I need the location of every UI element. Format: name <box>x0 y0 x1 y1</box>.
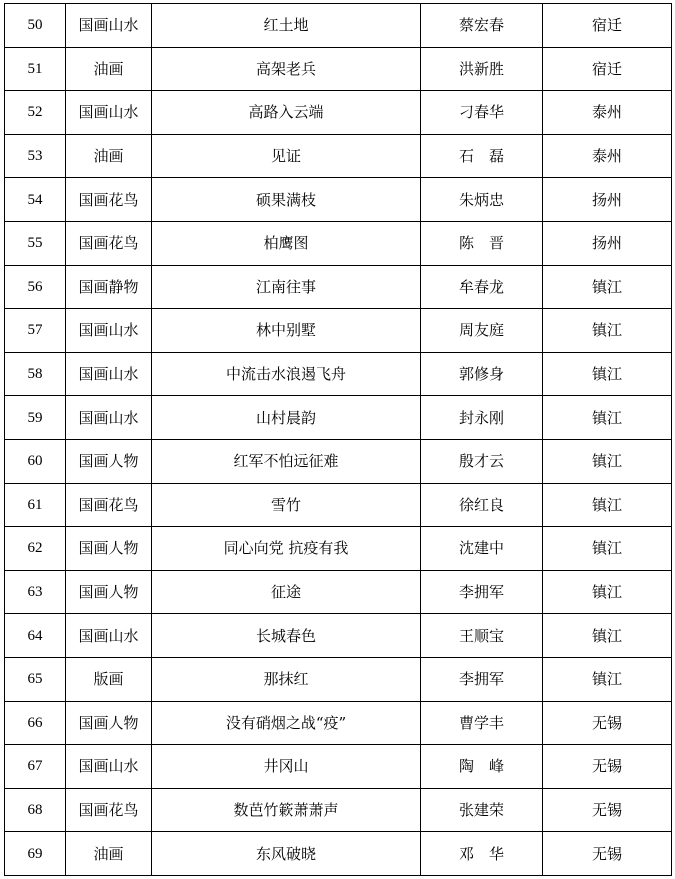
title-cell: 山村晨韵 <box>152 396 421 440</box>
row-number: 61 <box>5 483 66 527</box>
table-row <box>5 265 672 309</box>
city-cell: 宿迁 <box>543 47 672 91</box>
city-cell: 镇江 <box>543 265 672 309</box>
author-cell: 刁春华 <box>421 91 543 135</box>
title-cell: 江南往事 <box>152 265 421 309</box>
table-row <box>5 178 672 222</box>
row-number: 52 <box>5 91 66 135</box>
category-cell: 国画山水 <box>66 91 152 135</box>
city-cell: 镇江 <box>543 570 672 614</box>
row-number: 57 <box>5 309 66 353</box>
author-cell: 蔡宏春 <box>421 4 543 48</box>
row-number: 56 <box>5 265 66 309</box>
city-cell: 镇江 <box>543 352 672 396</box>
category-cell: 国画静物 <box>66 265 152 309</box>
row-number: 62 <box>5 527 66 571</box>
city-cell: 泰州 <box>543 134 672 178</box>
category-cell: 国画人物 <box>66 527 152 571</box>
title-cell: 柏鹰图 <box>152 221 421 265</box>
author-cell: 朱炳忠 <box>421 178 543 222</box>
row-number: 64 <box>5 614 66 658</box>
author-cell: 李拥军 <box>421 657 543 701</box>
author-cell: 邓 华 <box>421 832 543 876</box>
category-cell: 油画 <box>66 47 152 91</box>
title-cell: 雪竹 <box>152 483 421 527</box>
category-cell: 国画山水 <box>66 4 152 48</box>
category-cell: 国画人物 <box>66 701 152 745</box>
title-cell: 中流击水浪遏飞舟 <box>152 352 421 396</box>
table-row <box>5 614 672 658</box>
city-cell: 无锡 <box>543 701 672 745</box>
artwork-list-table <box>4 3 672 876</box>
city-cell: 扬州 <box>543 178 672 222</box>
city-cell: 镇江 <box>543 527 672 571</box>
table-row <box>5 221 672 265</box>
table-row <box>5 352 672 396</box>
row-number: 51 <box>5 47 66 91</box>
row-number: 66 <box>5 701 66 745</box>
author-cell: 陶 峰 <box>421 745 543 789</box>
author-cell: 陈 晋 <box>421 221 543 265</box>
row-number: 54 <box>5 178 66 222</box>
category-cell: 国画花鸟 <box>66 483 152 527</box>
row-number: 63 <box>5 570 66 614</box>
category-cell: 油画 <box>66 134 152 178</box>
author-cell: 殷才云 <box>421 439 543 483</box>
author-cell: 王顺宝 <box>421 614 543 658</box>
category-cell: 油画 <box>66 832 152 876</box>
table-row <box>5 832 672 876</box>
author-cell: 封永刚 <box>421 396 543 440</box>
row-number: 53 <box>5 134 66 178</box>
city-cell: 无锡 <box>543 788 672 832</box>
title-cell: 长城春色 <box>152 614 421 658</box>
city-cell: 镇江 <box>543 309 672 353</box>
author-cell: 张建荣 <box>421 788 543 832</box>
row-number: 59 <box>5 396 66 440</box>
table-row <box>5 396 672 440</box>
author-cell: 洪新胜 <box>421 47 543 91</box>
category-cell: 国画人物 <box>66 439 152 483</box>
row-number: 60 <box>5 439 66 483</box>
category-cell: 版画 <box>66 657 152 701</box>
title-cell: 见证 <box>152 134 421 178</box>
title-cell: 红土地 <box>152 4 421 48</box>
title-cell: 林中别墅 <box>152 309 421 353</box>
author-cell: 周友庭 <box>421 309 543 353</box>
category-cell: 国画山水 <box>66 396 152 440</box>
row-number: 65 <box>5 657 66 701</box>
title-cell: 高架老兵 <box>152 47 421 91</box>
title-cell: 征途 <box>152 570 421 614</box>
title-cell: 红军不怕远征难 <box>152 439 421 483</box>
title-cell: 没有硝烟之战“疫” <box>152 701 421 745</box>
city-cell: 镇江 <box>543 396 672 440</box>
author-cell: 石 磊 <box>421 134 543 178</box>
table-row <box>5 483 672 527</box>
table-row <box>5 439 672 483</box>
table-row <box>5 47 672 91</box>
category-cell: 国画山水 <box>66 309 152 353</box>
city-cell: 宿迁 <box>543 4 672 48</box>
row-number: 50 <box>5 4 66 48</box>
row-number: 58 <box>5 352 66 396</box>
city-cell: 无锡 <box>543 745 672 789</box>
author-cell: 沈建中 <box>421 527 543 571</box>
title-cell: 同心向党 抗疫有我 <box>152 527 421 571</box>
table-body <box>5 4 672 876</box>
table-row <box>5 570 672 614</box>
row-number: 69 <box>5 832 66 876</box>
city-cell: 镇江 <box>543 614 672 658</box>
city-cell: 泰州 <box>543 91 672 135</box>
title-cell: 井冈山 <box>152 745 421 789</box>
table-row <box>5 527 672 571</box>
table-row <box>5 4 672 48</box>
table-row <box>5 91 672 135</box>
city-cell: 镇江 <box>543 439 672 483</box>
title-cell: 硕果满枝 <box>152 178 421 222</box>
author-cell: 郭修身 <box>421 352 543 396</box>
city-cell: 镇江 <box>543 657 672 701</box>
table-row <box>5 657 672 701</box>
table-row <box>5 309 672 353</box>
city-cell: 镇江 <box>543 483 672 527</box>
category-cell: 国画人物 <box>66 570 152 614</box>
category-cell: 国画花鸟 <box>66 221 152 265</box>
city-cell: 扬州 <box>543 221 672 265</box>
city-cell: 无锡 <box>543 832 672 876</box>
row-number: 68 <box>5 788 66 832</box>
title-cell: 数芭竹簌萧萧声 <box>152 788 421 832</box>
category-cell: 国画山水 <box>66 352 152 396</box>
author-cell: 牟春龙 <box>421 265 543 309</box>
table-row <box>5 134 672 178</box>
row-number: 67 <box>5 745 66 789</box>
table-row <box>5 701 672 745</box>
category-cell: 国画山水 <box>66 614 152 658</box>
category-cell: 国画花鸟 <box>66 788 152 832</box>
category-cell: 国画山水 <box>66 745 152 789</box>
title-cell: 高路入云端 <box>152 91 421 135</box>
title-cell: 东风破晓 <box>152 832 421 876</box>
title-cell: 那抹红 <box>152 657 421 701</box>
table-row <box>5 745 672 789</box>
table-row <box>5 788 672 832</box>
author-cell: 曹学丰 <box>421 701 543 745</box>
category-cell: 国画花鸟 <box>66 178 152 222</box>
row-number: 55 <box>5 221 66 265</box>
author-cell: 李拥军 <box>421 570 543 614</box>
author-cell: 徐红良 <box>421 483 543 527</box>
